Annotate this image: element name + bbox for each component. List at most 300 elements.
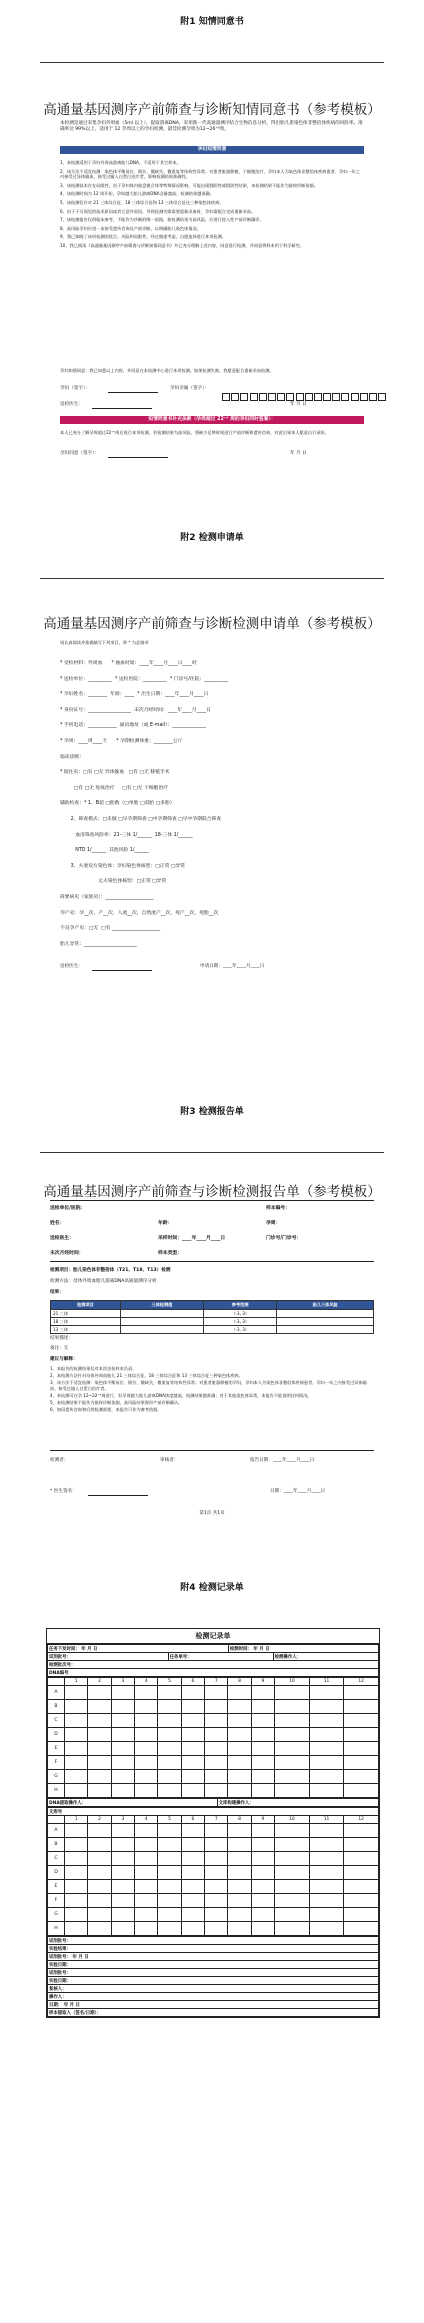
grid-cell[interactable] bbox=[309, 1908, 344, 1922]
grid-cell[interactable] bbox=[135, 1866, 158, 1880]
grid-cell[interactable] bbox=[275, 1784, 310, 1798]
grid-cell[interactable] bbox=[111, 1852, 134, 1866]
grid-cell[interactable] bbox=[251, 1908, 274, 1922]
record-bottom-cell[interactable]: 复核人： bbox=[48, 1985, 379, 1993]
record-bottom-row bbox=[48, 1985, 379, 1993]
grid-cell[interactable] bbox=[65, 1866, 88, 1880]
form-row[interactable]: * 孕周：____周____天 * 孕期检测体重：________公斤 bbox=[60, 738, 183, 744]
grid-cell[interactable] bbox=[158, 1866, 181, 1880]
grid-cell[interactable] bbox=[181, 1714, 204, 1728]
grid-cell[interactable] bbox=[344, 1852, 379, 1866]
grid-cell[interactable] bbox=[309, 1866, 344, 1880]
record-bottom-row bbox=[48, 1993, 379, 2001]
report-item: 检测项目：胎儿染色体非整倍体（T21、T18、T13）检测 bbox=[50, 1268, 171, 1273]
grid-cell[interactable] bbox=[88, 1742, 111, 1756]
form-row[interactable]: □有 □无 免疫治疗 □有 □无 干细胞治疗 bbox=[60, 785, 168, 791]
form-row[interactable]: * 手机电话：____________ 通讯地址（或 E-mail）：______________ bbox=[60, 723, 206, 729]
grid-cell[interactable] bbox=[344, 1770, 379, 1784]
grid-cell[interactable] bbox=[205, 1824, 228, 1838]
grid-cell[interactable] bbox=[275, 1838, 310, 1852]
record-info-cell[interactable]: 检测批次号： bbox=[48, 1661, 379, 1669]
grid-cell[interactable] bbox=[158, 1714, 181, 1728]
report-note: 6、如因遗传咨询和后续检测需要，本报告可作为参考依据。 bbox=[50, 1407, 162, 1413]
grid-cell[interactable] bbox=[275, 1824, 310, 1838]
grid-cell[interactable] bbox=[111, 1784, 134, 1798]
record-bottom-cell[interactable]: 试剂批号： bbox=[48, 1937, 379, 1945]
form-row[interactable]: 辅助检查：* 1、B超 □胎数（□单胎 □双胎 □多胎） bbox=[60, 801, 175, 807]
grid-cell[interactable] bbox=[111, 1728, 134, 1742]
grid-cell[interactable] bbox=[88, 1894, 111, 1908]
record-info-cell[interactable]: DNA编号 bbox=[48, 1669, 379, 1677]
grid-cell[interactable] bbox=[344, 1838, 379, 1852]
grid-cell[interactable] bbox=[275, 1714, 310, 1728]
grid-cell[interactable] bbox=[65, 1908, 88, 1922]
grid-cell[interactable] bbox=[309, 1686, 344, 1700]
grid-cell[interactable] bbox=[228, 1728, 251, 1742]
grid-cell[interactable] bbox=[181, 1756, 204, 1770]
grid-cell[interactable] bbox=[251, 1728, 274, 1742]
grid-cell[interactable] bbox=[309, 1922, 344, 1936]
form-row[interactable]: 血清筛查风险率：21-三体 1/______ 18-三体 1/______ bbox=[60, 832, 193, 838]
grid-cell[interactable] bbox=[65, 1824, 88, 1838]
grid-cell[interactable] bbox=[309, 1880, 344, 1894]
grid-row bbox=[48, 1756, 379, 1770]
grid-cell[interactable] bbox=[205, 1908, 228, 1922]
grid-cell[interactable] bbox=[158, 1700, 181, 1714]
grid-cell[interactable] bbox=[228, 1784, 251, 1798]
grid-cell[interactable] bbox=[135, 1852, 158, 1866]
report-info-field: 年龄： bbox=[158, 1221, 173, 1226]
grid-cell[interactable] bbox=[344, 1880, 379, 1894]
grid-cell[interactable] bbox=[181, 1908, 204, 1922]
grid-cell[interactable] bbox=[88, 1770, 111, 1784]
record-bottom-row bbox=[48, 1937, 379, 1945]
record-bottom-cell[interactable]: 实验结果： bbox=[48, 1945, 379, 1953]
grid-cell[interactable] bbox=[344, 1714, 379, 1728]
grid-row bbox=[48, 1742, 379, 1756]
grid-cell[interactable] bbox=[251, 1756, 274, 1770]
record-sheet bbox=[46, 1628, 380, 2018]
grid-cell[interactable] bbox=[111, 1700, 134, 1714]
grid-cell[interactable] bbox=[135, 1686, 158, 1700]
grid-cell[interactable] bbox=[251, 1838, 274, 1852]
grid-cell[interactable] bbox=[181, 1880, 204, 1894]
grid-cell[interactable] bbox=[251, 1866, 274, 1880]
record-bottom-cell[interactable]: 试剂批号： 年 月 日 bbox=[48, 1953, 379, 1961]
grid-cell[interactable] bbox=[251, 1922, 274, 1936]
grid-cell[interactable] bbox=[181, 1770, 204, 1784]
grid-cell[interactable] bbox=[88, 1714, 111, 1728]
grid-cell[interactable] bbox=[111, 1866, 134, 1880]
grid-cell[interactable] bbox=[158, 1784, 181, 1798]
grid-cell[interactable] bbox=[135, 1728, 158, 1742]
grid-cell[interactable] bbox=[205, 1866, 228, 1880]
grid-row-label: E bbox=[48, 1880, 65, 1894]
grid-col-header: 5 bbox=[158, 1816, 181, 1824]
form-row[interactable]: 3、夫妻双方染色体：孕妇染色体核型：□正常 □异常 bbox=[60, 863, 186, 869]
grid-cell[interactable] bbox=[275, 1908, 310, 1922]
grid-cell[interactable] bbox=[181, 1784, 204, 1798]
record-bottom-row bbox=[48, 1977, 379, 1985]
grid-cell[interactable] bbox=[111, 1838, 134, 1852]
grid-cell[interactable] bbox=[309, 1770, 344, 1784]
grid-col-header: 4 bbox=[135, 1816, 158, 1824]
grid-cell[interactable] bbox=[111, 1686, 134, 1700]
grid-cell[interactable] bbox=[88, 1756, 111, 1770]
appendix-2-heading: 附2 检测申请单 bbox=[180, 533, 244, 543]
grid-cell[interactable] bbox=[135, 1894, 158, 1908]
grid-cell[interactable] bbox=[135, 1742, 158, 1756]
grid-cell[interactable] bbox=[65, 1714, 88, 1728]
grid-cell[interactable] bbox=[111, 1742, 134, 1756]
grid-cell[interactable] bbox=[251, 1894, 274, 1908]
grid-cell[interactable] bbox=[344, 1894, 379, 1908]
grid-cell[interactable] bbox=[65, 1922, 88, 1936]
grid-col-header: 10 bbox=[275, 1816, 310, 1824]
grid-cell[interactable] bbox=[205, 1922, 228, 1936]
grid-cell[interactable] bbox=[309, 1852, 344, 1866]
grid-cell[interactable] bbox=[344, 1728, 379, 1742]
grid-cell[interactable] bbox=[228, 1770, 251, 1784]
grid-cell[interactable] bbox=[251, 1824, 274, 1838]
grid-cell[interactable] bbox=[275, 1894, 310, 1908]
grid-cell[interactable] bbox=[135, 1756, 158, 1770]
grid-cell[interactable] bbox=[309, 1742, 344, 1756]
grid-cell[interactable] bbox=[251, 1784, 274, 1798]
record-info-cell[interactable]: 任务单号： bbox=[168, 1653, 273, 1661]
grid-cell[interactable] bbox=[344, 1784, 379, 1798]
consent-item: 4、该检测时间为 12 周开始，孕周越大胎儿游离DNA含量越高，检测结果越准确。 bbox=[60, 191, 214, 197]
dna-plate-grid[interactable] bbox=[47, 1677, 379, 1798]
reviewer-label: 审核者： bbox=[160, 1458, 179, 1463]
report-method: 检测方法：母体外周血胎儿游离DNA高通量测序分析 bbox=[50, 1279, 157, 1284]
sign-pregnant-line[interactable] bbox=[108, 392, 158, 393]
grid-row-label: G bbox=[48, 1770, 65, 1784]
report-info-field: 末次月经时间： bbox=[50, 1251, 84, 1256]
grid-col-header: 9 bbox=[251, 1816, 274, 1824]
record-info-cell[interactable]: 检测时间： 年 月 日 bbox=[228, 1645, 378, 1653]
record-bottom-cell[interactable]: 操作人： bbox=[48, 1993, 379, 2001]
record-bottom-row bbox=[48, 1953, 379, 1961]
grid-cell[interactable] bbox=[205, 1756, 228, 1770]
grid-cell[interactable] bbox=[309, 1824, 344, 1838]
grid-cell[interactable] bbox=[158, 1742, 181, 1756]
grid-cell[interactable] bbox=[111, 1908, 134, 1922]
consent-item: 10、我已阅读《高通量基因测序产前筛查与诊断知情同意书》并已充分理解上述内容，同意进行检测，并同意将样本用于科学研究。 bbox=[60, 242, 305, 248]
grid-cell[interactable] bbox=[181, 1838, 204, 1852]
grid-cell[interactable] bbox=[88, 1908, 111, 1922]
grid-cell[interactable] bbox=[205, 1714, 228, 1728]
record-info-cell[interactable]: 任务下发时间： 年 月 日 bbox=[48, 1645, 229, 1653]
grid-cell[interactable] bbox=[275, 1770, 310, 1784]
grid-cell[interactable] bbox=[228, 1880, 251, 1894]
grid-cell[interactable] bbox=[65, 1728, 88, 1742]
grid-row-label: C bbox=[48, 1852, 65, 1866]
grid-cell[interactable] bbox=[88, 1922, 111, 1936]
grid-cell[interactable] bbox=[309, 1700, 344, 1714]
grid-cell[interactable] bbox=[228, 1866, 251, 1880]
grid-cell[interactable] bbox=[275, 1728, 310, 1742]
divider bbox=[40, 578, 384, 579]
consent-item: 9、我已知晓了该项检测的优点、风险和局限性，经过慎重考虑，自愿选择进行本项检测。 bbox=[60, 234, 226, 240]
record-mid-cell[interactable]: 文库构建操作人： bbox=[217, 1799, 378, 1807]
grid-cell[interactable] bbox=[275, 1686, 310, 1700]
result-cell bbox=[120, 1318, 203, 1326]
grid-cell[interactable] bbox=[135, 1922, 158, 1936]
grid-cell[interactable] bbox=[158, 1880, 181, 1894]
grid-cell[interactable] bbox=[65, 1742, 88, 1756]
grid-cell[interactable] bbox=[135, 1714, 158, 1728]
grid-cell[interactable] bbox=[111, 1714, 134, 1728]
grid-cell[interactable] bbox=[88, 1866, 111, 1880]
grid-cell[interactable] bbox=[65, 1838, 88, 1852]
grid-cell[interactable] bbox=[228, 1922, 251, 1936]
grid-cell[interactable] bbox=[111, 1880, 134, 1894]
report-notes bbox=[50, 1366, 374, 1414]
doctor-sign-line[interactable] bbox=[88, 1495, 148, 1496]
grid-cell[interactable] bbox=[181, 1922, 204, 1936]
grid-cell[interactable] bbox=[251, 1686, 274, 1700]
appendix-3-heading: 附3 检测报告单 bbox=[180, 1107, 244, 1117]
result-col-header: 胎儿三体风险 bbox=[277, 1301, 374, 1310]
form-row[interactable]: 孕产史：孕__次，产__次，人流__次，自然流产__次，死产__次，死胎__次 bbox=[60, 910, 219, 916]
grid-cell[interactable] bbox=[205, 1880, 228, 1894]
grid-cell[interactable] bbox=[275, 1742, 310, 1756]
record-mid-table[interactable] bbox=[47, 1798, 379, 1807]
grid-cell[interactable] bbox=[275, 1922, 310, 1936]
form-row[interactable]: 临床诊断： bbox=[60, 754, 84, 760]
grid-cell[interactable] bbox=[158, 1908, 181, 1922]
grid-cell[interactable] bbox=[205, 1686, 228, 1700]
grid-cell[interactable] bbox=[65, 1700, 88, 1714]
grid-cell[interactable] bbox=[88, 1838, 111, 1852]
form-row[interactable]: * 既往史：□有 □无 异体输血 □有 □无 移植手术 bbox=[60, 770, 170, 776]
sign2-date: 年 月 日 bbox=[290, 451, 307, 456]
grid-col-header: 2 bbox=[88, 1816, 111, 1824]
result-label: 结果： bbox=[50, 1290, 64, 1295]
record-bottom-table[interactable] bbox=[47, 1936, 379, 2017]
grid-cell[interactable] bbox=[251, 1852, 274, 1866]
record-info-cell[interactable]: 试剂批号： bbox=[48, 1653, 169, 1661]
consent-item: 6、由于不可预见的技术原因或其它意外原因，导致检测失败需要重新采血时，孕妇需配合完成重新采血。 bbox=[60, 208, 256, 214]
grid-cell[interactable] bbox=[251, 1770, 274, 1784]
grid-cell[interactable] bbox=[111, 1922, 134, 1936]
form-row[interactable]: 2、筛查模式：□未做 □早孕期筛查 □中孕期筛查 □早中孕期联合筛查 bbox=[60, 816, 222, 822]
report-note: 2、本检测方法针对母体外周血胎儿 21 三体综合征、18 三体综合征和 13 三体综合征三种染色体疾病。 bbox=[50, 1373, 243, 1379]
report-info-field: 采样时间：____年____月____日 bbox=[158, 1236, 226, 1241]
grid-cell[interactable] bbox=[88, 1880, 111, 1894]
record-mid-cell[interactable]: DNA提取操作人： bbox=[48, 1799, 218, 1807]
grid-cell[interactable] bbox=[111, 1756, 134, 1770]
grid-cell[interactable] bbox=[111, 1824, 134, 1838]
grid-cell[interactable] bbox=[181, 1742, 204, 1756]
grid-cell[interactable] bbox=[205, 1742, 228, 1756]
grid-row-label: F bbox=[48, 1756, 65, 1770]
grid-cell[interactable] bbox=[65, 1894, 88, 1908]
grid-cell[interactable] bbox=[135, 1880, 158, 1894]
report-info-row bbox=[50, 1246, 374, 1261]
grid-cell[interactable] bbox=[65, 1686, 88, 1700]
grid-cell[interactable] bbox=[111, 1770, 134, 1784]
grid-cell[interactable] bbox=[88, 1728, 111, 1742]
grid-cell[interactable] bbox=[251, 1714, 274, 1728]
grid-cell[interactable] bbox=[158, 1728, 181, 1742]
grid-cell[interactable] bbox=[181, 1852, 204, 1866]
grid-cell[interactable] bbox=[251, 1700, 274, 1714]
grid-cell[interactable] bbox=[309, 1728, 344, 1742]
report-info-field bbox=[158, 1201, 266, 1216]
record-bottom-cell[interactable]: 日期： 年 月 日 bbox=[48, 2001, 379, 2009]
grid-cell[interactable] bbox=[228, 1756, 251, 1770]
result-cell: （-3, 3） bbox=[203, 1318, 276, 1326]
grid-cell[interactable] bbox=[228, 1700, 251, 1714]
grid-row-label: B bbox=[48, 1838, 65, 1852]
grid-cell[interactable] bbox=[344, 1700, 379, 1714]
grid-cell[interactable] bbox=[88, 1852, 111, 1866]
grid-cell[interactable] bbox=[205, 1700, 228, 1714]
grid-cell[interactable] bbox=[158, 1852, 181, 1866]
grid-cell[interactable] bbox=[309, 1714, 344, 1728]
grid-cell[interactable] bbox=[344, 1824, 379, 1838]
grid-cell[interactable] bbox=[88, 1700, 111, 1714]
grid-cell[interactable] bbox=[65, 1880, 88, 1894]
consent-item: 7、该检测报告仅供临床参考，不能作为诊断的唯一依据，如检测结果为高风险，应进行侵入性产前诊断确诊。 bbox=[60, 217, 264, 223]
grid-cell[interactable] bbox=[135, 1770, 158, 1784]
grid-cell[interactable] bbox=[181, 1866, 204, 1880]
record-bottom-cell[interactable]: 实验日期： bbox=[48, 1977, 379, 1985]
grid-cell[interactable] bbox=[111, 1894, 134, 1908]
grid-cell[interactable] bbox=[275, 1852, 310, 1866]
grid-cell[interactable] bbox=[344, 1922, 379, 1936]
sign2-label: 孕妇同意（签字）： bbox=[60, 451, 100, 456]
grid-cell[interactable] bbox=[158, 1922, 181, 1936]
form-row[interactable]: 不良孕产史：□无 □有 ____________________ bbox=[60, 926, 160, 932]
grid-cell[interactable] bbox=[135, 1908, 158, 1922]
grid-cell[interactable] bbox=[88, 1686, 111, 1700]
record-bottom-row bbox=[48, 2009, 379, 2017]
grid-cell[interactable] bbox=[135, 1824, 158, 1838]
grid-row bbox=[48, 1922, 379, 1936]
grid-cell[interactable] bbox=[158, 1824, 181, 1838]
grid-col-header: 8 bbox=[228, 1678, 251, 1686]
grid-cell[interactable] bbox=[181, 1894, 204, 1908]
report-info-field: 送检单位/医院： bbox=[50, 1206, 86, 1211]
grid-cell[interactable] bbox=[65, 1852, 88, 1866]
grid-cell[interactable] bbox=[65, 1784, 88, 1798]
grid-cell[interactable] bbox=[205, 1852, 228, 1866]
grid-cell[interactable] bbox=[228, 1908, 251, 1922]
grid-cell[interactable] bbox=[181, 1686, 204, 1700]
grid-cell[interactable] bbox=[344, 1756, 379, 1770]
record-bottom-cell[interactable]: 样本提取人（签名/日期）： bbox=[48, 2009, 379, 2017]
grid-cell[interactable] bbox=[309, 1894, 344, 1908]
consent-bar: 孕妇知情同意 bbox=[60, 146, 364, 154]
apply-doctor-line[interactable] bbox=[92, 970, 152, 971]
grid-cell[interactable] bbox=[158, 1838, 181, 1852]
divider bbox=[50, 1450, 374, 1451]
form-row[interactable]: * 孕妇姓名：________ 年龄：____ * 出生日期：____年____月____日 bbox=[60, 692, 209, 698]
grid-cell[interactable] bbox=[205, 1784, 228, 1798]
report-info-field: 门诊号/门诊号： bbox=[266, 1236, 302, 1241]
grid-cell[interactable] bbox=[344, 1866, 379, 1880]
grid-cell[interactable] bbox=[181, 1728, 204, 1742]
grid-cell[interactable] bbox=[158, 1894, 181, 1908]
grid-cell[interactable] bbox=[135, 1700, 158, 1714]
grid-cell[interactable] bbox=[158, 1770, 181, 1784]
grid-cell[interactable] bbox=[228, 1686, 251, 1700]
grid-cell[interactable] bbox=[65, 1756, 88, 1770]
grid-cell[interactable] bbox=[205, 1838, 228, 1852]
form-row[interactable]: NTD 1/______ 其他风险 1/______ bbox=[60, 848, 149, 854]
report-title: 高通量基因测序产前筛查与诊断检测报告单（参考模板） bbox=[43, 1184, 381, 1200]
record-info-cell[interactable]: 检测操作人： bbox=[273, 1653, 378, 1661]
grid-cell[interactable] bbox=[344, 1742, 379, 1756]
grid-cell[interactable] bbox=[228, 1838, 251, 1852]
grid-cell[interactable] bbox=[205, 1770, 228, 1784]
grid-cell[interactable] bbox=[181, 1824, 204, 1838]
grid-cell[interactable] bbox=[275, 1880, 310, 1894]
record-bottom-cell[interactable]: 试剂批号： bbox=[48, 1969, 379, 1977]
grid-cell[interactable] bbox=[228, 1852, 251, 1866]
result-row bbox=[51, 1326, 374, 1334]
grid-cell[interactable] bbox=[158, 1686, 181, 1700]
grid-cell[interactable] bbox=[228, 1894, 251, 1908]
grid-cell[interactable] bbox=[309, 1838, 344, 1852]
grid-cell[interactable] bbox=[135, 1784, 158, 1798]
grid-cell[interactable] bbox=[275, 1866, 310, 1880]
grid-cell[interactable] bbox=[344, 1908, 379, 1922]
grid-cell[interactable] bbox=[181, 1700, 204, 1714]
grid-cell[interactable] bbox=[344, 1686, 379, 1700]
consent-intro: 本检测是通过采集孕妇外周血（5ml 以上），提取游离DNA，采用新一代高通量测序结合生物信息分析，得出胎儿患染色体非整倍体疾病的风险率。准确率达 99%以上，适用于 12 孕周以上的孕妇检测，最佳检测孕周为12~26⁺⁶周。 bbox=[60, 121, 363, 133]
report-info-field: 送检医生： bbox=[50, 1236, 74, 1241]
grid-cell[interactable] bbox=[251, 1742, 274, 1756]
grid-cell[interactable] bbox=[205, 1728, 228, 1742]
grid-cell[interactable] bbox=[65, 1770, 88, 1784]
grid-cell[interactable] bbox=[228, 1714, 251, 1728]
doctor-line[interactable] bbox=[92, 408, 152, 409]
sign2-line[interactable] bbox=[108, 457, 168, 458]
form-row[interactable]: * 身份证号：__________________ 末次月经时间：____年____月____日 bbox=[60, 707, 211, 713]
grid-col-header: 8 bbox=[228, 1816, 251, 1824]
grid-cell[interactable] bbox=[275, 1756, 310, 1770]
grid-cell[interactable] bbox=[88, 1824, 111, 1838]
application-form[interactable] bbox=[60, 656, 370, 952]
grid-col-header: 12 bbox=[344, 1816, 379, 1824]
grid-cell[interactable] bbox=[275, 1700, 310, 1714]
record-info-table[interactable] bbox=[47, 1644, 379, 1677]
grid-row bbox=[48, 1714, 379, 1728]
form-row[interactable]: 胎儿异常：______________________ bbox=[60, 941, 137, 947]
grid-cell[interactable] bbox=[251, 1880, 274, 1894]
grid-cell[interactable] bbox=[135, 1838, 158, 1852]
record-bottom-cell[interactable]: 实验日期： bbox=[48, 1961, 379, 1969]
grid-cell[interactable] bbox=[228, 1824, 251, 1838]
grid-cell[interactable] bbox=[309, 1784, 344, 1798]
grid-cell[interactable] bbox=[205, 1894, 228, 1908]
result-row bbox=[51, 1318, 374, 1326]
grid-cell[interactable] bbox=[309, 1756, 344, 1770]
grid-cell[interactable] bbox=[158, 1756, 181, 1770]
grid-cell[interactable] bbox=[228, 1742, 251, 1756]
form-row[interactable]: 丈夫染色体核型：□正常 □异常 bbox=[60, 879, 167, 885]
form-row[interactable]: 简要病史（家族史）：____________________ bbox=[60, 894, 154, 900]
form-row[interactable]: * 受检材料：外周血 * 抽血时间：____年____月____日____时 bbox=[60, 661, 197, 666]
result-cell: 21 三体 bbox=[51, 1310, 121, 1318]
grid-cell[interactable] bbox=[88, 1784, 111, 1798]
library-plate-grid[interactable] bbox=[47, 1807, 379, 1936]
form-row[interactable]: * 送检单位：__________ * 送检医院：__________ * 门诊号/住院：__________ bbox=[60, 676, 229, 682]
